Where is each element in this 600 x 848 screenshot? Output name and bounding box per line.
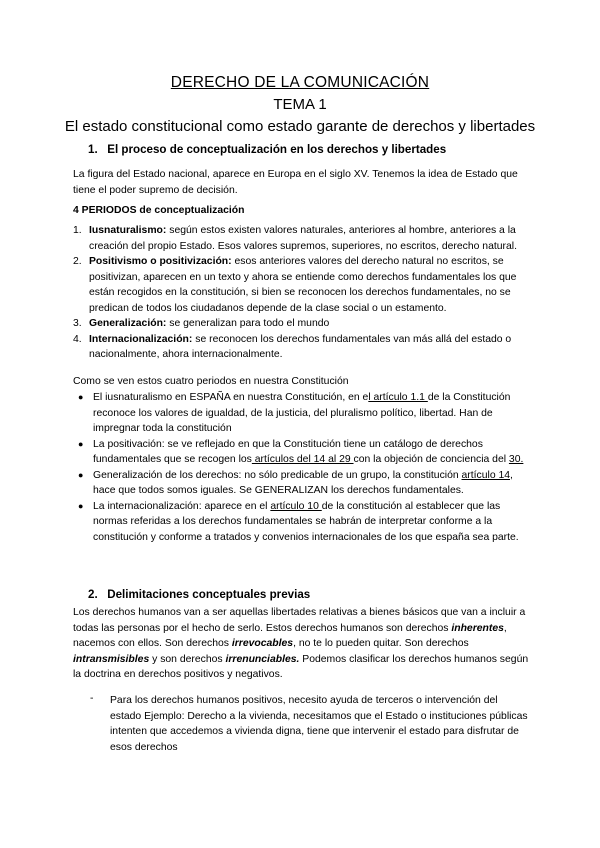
item-number: 2. — [73, 256, 82, 267]
emphasis: irrevocables — [231, 638, 294, 649]
text-run: Podemos clasificar los derechos humanos según la doctrina en derechos positivos y negativos. — [73, 653, 529, 680]
text-run: y son derechos — [149, 653, 226, 665]
article-link[interactable]: artículo 14, — [461, 469, 513, 481]
text-run: , nacemos con ellos. Son derechos — [73, 622, 507, 649]
list-item — [73, 254, 531, 316]
periods-title: 4 PERIODOS de conceptualización — [73, 205, 245, 216]
bullet-text: Generalización de los derechos: no sólo predicable de un grupo, la constitución — [93, 469, 462, 481]
list-item — [78, 390, 530, 437]
text-run: Los derechos humanos van a ser aquellas libertades relativas a bienes básicos que van a incluir a todas las personas por el hecho de serlo. Estos derechos humanos son derechos — [73, 607, 526, 634]
bullet-text: La positivación: se ve reflejado en que la Constitución tiene un catálogo de derechos fundamentales que se recogen los — [93, 438, 483, 465]
item-number: 1. — [73, 225, 82, 236]
period-term: Iusnaturalismo: — [89, 225, 167, 236]
article-link[interactable]: 30. — [508, 454, 524, 465]
section-1-number: 1. — [88, 143, 98, 156]
section-2-title: Delimitaciones conceptuales previas — [107, 588, 311, 601]
period-text: esos anteriores valores del derecho natural no escritos, se positivizan, aparecen en un texto y ahora se entiende como derechos fundamentales los que están recogidos en la constitución, si bien se reconocen los derechos fundamentales, no se predican de todos los ciudadanos depende de la clase social o un estamento. — [89, 256, 517, 314]
article-link[interactable]: l artículo 1.1 — [368, 392, 428, 403]
period-term: Generalización: — [89, 318, 167, 329]
dash-item-text: Para los derechos humanos positivos, necesito ayuda de terceros o intervención del estado Ejemplo: Derecho a la vivienda, necesitamos que el Estado o instituciones públicas intenten que accedemos a vivienda digna, tiene que intervenir el estado para disfrutar de esos derechos — [110, 695, 528, 753]
section-1-intro: La figura del Estado nacional, aparece en Europa en el siglo XV. Tenemos la idea de Estado que tiene el poder supremo de decisión. — [73, 169, 518, 196]
article-link[interactable]: artículo 10 — [270, 500, 322, 512]
period-text: se reconocen los derechos fundamentales van más allá del estado o nacionalmente, ahora internacionalmente. — [89, 333, 512, 360]
bullet-icon: ● — [78, 500, 84, 511]
section-2-number: 2. — [88, 588, 98, 601]
bullet-icon: ● — [78, 469, 84, 480]
period-text: según estos existen valores naturales, anteriores al hombre, anteriores a la creación del propio Estado. Esos valores supremos, superiores, no escritos, derecho natural. — [89, 225, 517, 252]
topic-heading: El estado constitucional como estado garante de derechos y libertades — [64, 118, 536, 135]
periods-list — [73, 223, 531, 363]
text-run: , no te lo pueden quitar. Son derechos — [293, 638, 469, 649]
bullet-text: El iusnaturalismo en ESPAÑA en nuestra Constitución, en e — [93, 392, 369, 403]
item-number: 4. — [73, 333, 82, 345]
list-item — [78, 437, 530, 468]
topic-label: TEMA 1 — [273, 96, 327, 113]
section-2-paragraph — [73, 605, 535, 683]
bullet-text: La internacionalización: aparece en el — [93, 500, 271, 512]
dash-marker: - — [90, 693, 94, 704]
item-number: 3. — [73, 318, 82, 329]
emphasis: irrenunciables. — [225, 653, 300, 665]
period-term: Positivismo o positivización: — [89, 256, 232, 267]
bullet-icon: ● — [78, 392, 84, 402]
bullet-text: de la Constitución reconoce los valores de igualdad, de la justicia, del pluralismo político, libertad. Han de impregnar toda la constitución — [93, 392, 511, 434]
list-item — [73, 316, 531, 332]
document-title: DERECHO DE LA COMUNICACIÓN — [170, 74, 430, 91]
bullet-text: con la objeción de conciencia del — [353, 454, 509, 465]
bullet-text: hace que todos somos iguales. Se GENERALIZAN los derechos fundamentales. — [93, 485, 464, 496]
article-link[interactable]: artículos del 14 al 29 — [251, 454, 354, 465]
list-item — [78, 499, 530, 546]
constitution-intro: Como se ven estos cuatro periodos en nuestra Constitución — [73, 376, 349, 387]
list-item — [73, 332, 531, 363]
emphasis: intransmisibles — [73, 653, 150, 665]
bullet-icon: ● — [78, 438, 84, 449]
section-2-heading — [88, 588, 310, 601]
section-1-title: El proceso de conceptualización en los derechos y libertades — [107, 143, 447, 156]
constitution-bullets — [78, 390, 530, 545]
emphasis: inherentes — [451, 622, 504, 634]
list-item — [73, 223, 531, 254]
list-item — [78, 468, 530, 499]
period-term: Internacionalización: — [89, 333, 193, 345]
bullet-text: de la constitución al establecer que las normas referidas a los derechos fundamentales se habrán de interpretar conforme a la constitución y conforme a tratados y convenios internacionales de los que españa sea parte. — [93, 500, 519, 543]
period-text: se generalizan para todo el mundo — [166, 318, 330, 329]
section-1-heading — [88, 143, 446, 156]
